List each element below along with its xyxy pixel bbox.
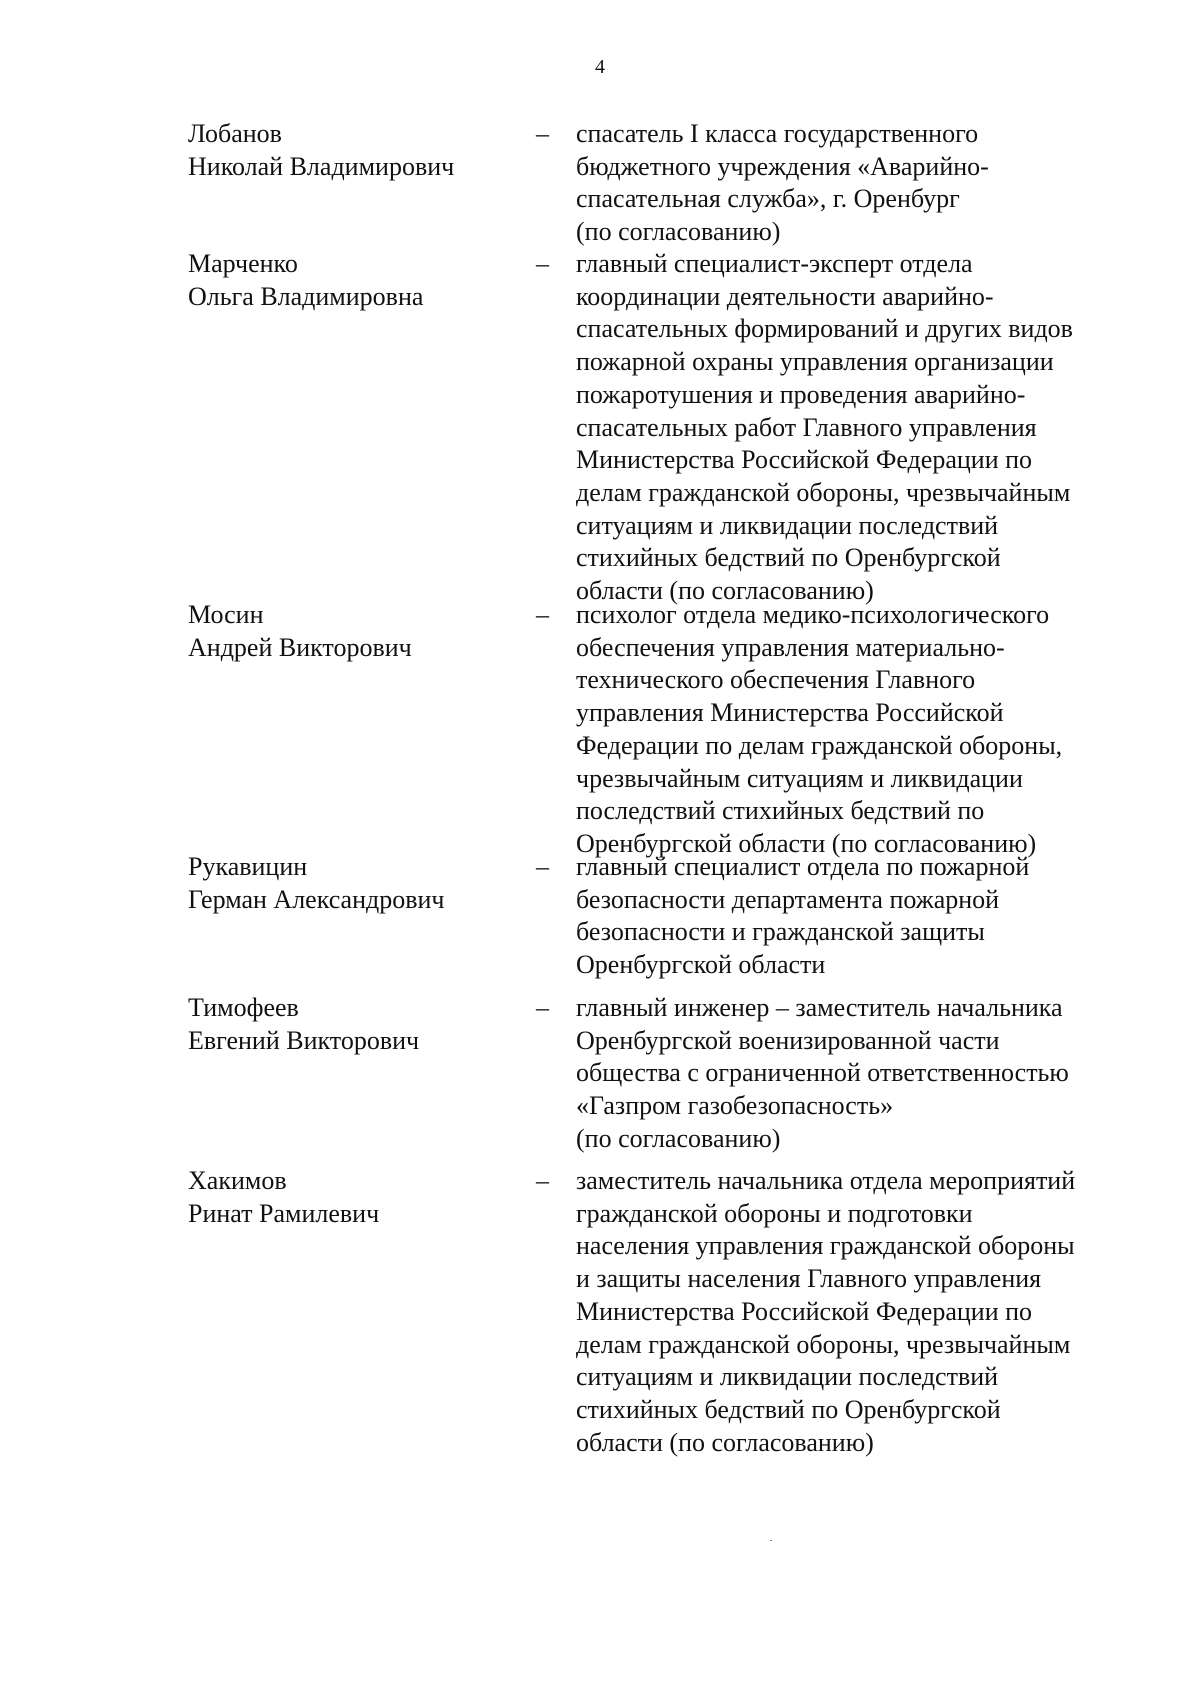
position-line: общества с ограниченной ответственностью [576, 1058, 1069, 1088]
member-position [576, 851, 1136, 982]
page-number: 4 [595, 56, 605, 78]
position-line: области (по согласованию) [576, 1427, 874, 1457]
position-line: последствий стихийных бедствий по [576, 796, 985, 826]
position-line: области (по согласованию) [576, 576, 874, 606]
position-line: технического обеспечения Главного [576, 665, 976, 695]
member-name [188, 851, 518, 916]
position-line: психолог отдела медико-психологического [576, 600, 1050, 629]
position-line: населения управления гражданской обороны [576, 1231, 1075, 1261]
position-line: безопасности и гражданской защиты [576, 917, 985, 947]
member-given-names: Герман Александрович [188, 884, 445, 914]
member-surname: Лобанов [188, 119, 282, 148]
entry-dash: – [536, 119, 549, 148]
position-line: чрезвычайным ситуациям и ликвидации [576, 763, 1023, 793]
member-position [576, 1165, 1136, 1459]
scan-speck [770, 1540, 772, 1541]
position-line: Оренбургской военизированной части [576, 1025, 1000, 1055]
position-line: Оренбургской области (по согласованию) [576, 828, 1037, 858]
position-line: безопасности департамента пожарной [576, 884, 1000, 914]
position-line: бюджетного учреждения «Аварийно- [576, 151, 989, 181]
position-line: спасатель I класса государственного [576, 119, 979, 148]
member-given-names: Евгений Викторович [188, 1025, 420, 1055]
entry-dash: – [536, 993, 549, 1022]
position-line: пожаротушения и проведения аварийно- [576, 379, 1026, 409]
member-position [576, 599, 1136, 861]
member-name [188, 248, 518, 313]
member-given-names: Ринат Рамилевич [188, 1198, 380, 1228]
member-position [576, 248, 1136, 608]
position-line: Министерства Российской Федерации по [576, 1296, 1033, 1326]
position-line: спасательных работ Главного управления [576, 412, 1037, 442]
position-line: и защиты населения Главного управления [576, 1264, 1042, 1294]
entry-dash: – [536, 1166, 549, 1195]
position-line: управления Министерства Российской [576, 698, 1004, 728]
position-line: координации деятельности аварийно- [576, 281, 994, 311]
position-line: главный инженер – заместитель начальника [576, 993, 1063, 1022]
member-surname: Тимофеев [188, 993, 299, 1022]
member-position [576, 992, 1136, 1156]
position-line: стихийных бедствий по Оренбургской [576, 543, 1001, 573]
position-line: Федерации по делам гражданской обороны, [576, 730, 1063, 760]
position-line: спасательных формирований и других видов [576, 314, 1073, 344]
member-name [188, 118, 518, 183]
entry-dash: – [536, 600, 549, 629]
position-line: Оренбургской области [576, 950, 826, 980]
position-line: ситуациям и ликвидации последствий [576, 1362, 999, 1392]
position-line: гражданской обороны и подготовки [576, 1198, 973, 1228]
member-position [576, 118, 1136, 249]
position-line: спасательная служба», г. Оренбург [576, 184, 960, 214]
member-surname: Хакимов [188, 1166, 287, 1195]
member-given-names: Андрей Викторович [188, 632, 412, 662]
member-surname: Мосин [188, 600, 264, 629]
position-line: делам гражданской обороны, чрезвычайным [576, 477, 1071, 507]
position-line: ситуациям и ликвидации последствий [576, 510, 999, 540]
member-given-names: Николай Владимирович [188, 151, 455, 181]
position-line: обеспечения управления материально- [576, 632, 1005, 662]
position-line: главный специалист отдела по пожарной [576, 852, 1030, 881]
entry-dash: – [536, 852, 549, 881]
position-line: (по согласованию) [576, 217, 781, 247]
position-line: пожарной охраны управления организации [576, 347, 1054, 377]
member-surname: Марченко [188, 249, 298, 278]
position-line: стихийных бедствий по Оренбургской [576, 1394, 1001, 1424]
position-line: главный специалист-эксперт отдела [576, 249, 973, 278]
member-name [188, 992, 518, 1057]
position-line: Министерства Российской Федерации по [576, 445, 1033, 475]
position-line: делам гражданской обороны, чрезвычайным [576, 1329, 1071, 1359]
member-given-names: Ольга Владимировна [188, 281, 424, 311]
position-line: «Газпром газобезопасность» [576, 1091, 894, 1121]
member-surname: Рукавицин [188, 852, 308, 881]
entry-dash: – [536, 249, 549, 278]
member-name [188, 1165, 518, 1230]
member-name [188, 599, 518, 664]
position-line: (по согласованию) [576, 1123, 781, 1153]
position-line: заместитель начальника отдела мероприятий [576, 1166, 1076, 1195]
